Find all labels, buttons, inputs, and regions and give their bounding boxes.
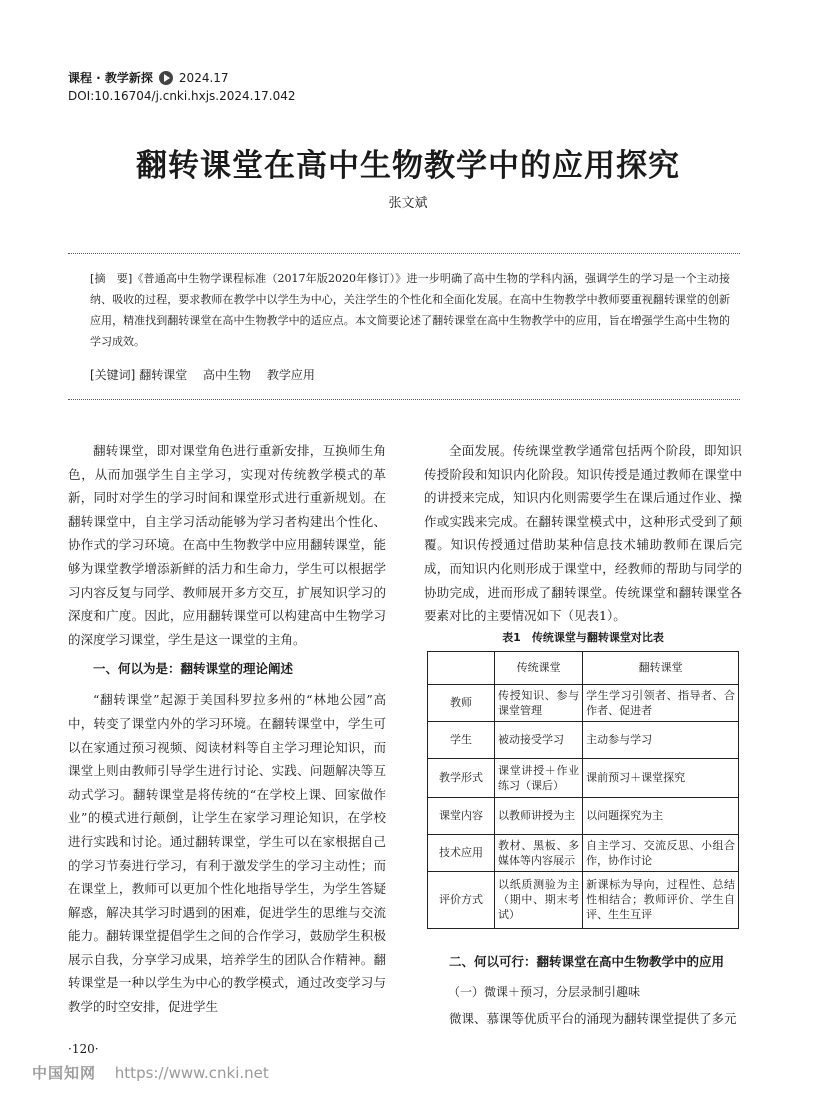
- abstract-label: [摘 要]: [90, 272, 133, 285]
- table-header-row: [428, 651, 739, 684]
- paragraph: “翻转课堂”起源于美国科罗拉多州的“林地公园”高中，转变了课堂内外的学习环境。在翻转课堂中，学生可以在家通过预习视频、阅读材料等自主学习理论知识，而课堂上则由教师引导学生进行讨论、实践、问题解决等互动式学习。翻转课堂是将传统的“在学校上课、回家做作业”的模式进行颠倒，让学生在家学习理论知识，在学校进行实践和讨论。通过翻转课堂，学生可以在家根据自己的学习节奏进行学习，有利于激发学生的学习主动性；而在课堂上，教师可以更加个性化地指导学生，为学生答疑解惑，解决其学习时遇到的困难，促进学生的思维与交流能力。翻转课堂提倡学生之间的合作学习，鼓励学生积极展示自我，分享学习成果，培养学生的团队合作精神。翻转课堂是一种以学生为中心的教学模式，通过改变学习与教学的时空安排，促进学生: [68, 692, 386, 1015]
- comparison-table: [427, 651, 739, 929]
- table-cell: 以问题探究为主: [583, 797, 739, 834]
- abstract-text: 《普通高中生物学课程标准（2017年版2020年修订）》进一步明确了高中生物的学科内涵，强调学生的学习是一个主动接纳、吸收的过程，要求教师在教学中以学生为中心，关注学生的个性化和全面化发展。在高中生物教学中教师要重视翻转课堂的创新应用，精准找到翻转课堂在高中生物教学中的适应点。本文简要论述了翻转课堂在高中生物教学中的应用，旨在增强学生高中生物的学习成效。: [90, 272, 730, 348]
- journal-header: [68, 70, 295, 104]
- table-row: [428, 871, 739, 928]
- keyword: 翻转课堂: [139, 368, 188, 382]
- journal-section: 课程 · 教学新探: [68, 71, 153, 85]
- author: 张文斌: [388, 196, 428, 211]
- table-cell: 教材、黑板、多媒体等内容展示: [495, 834, 583, 871]
- table-header-cell: 传统课堂: [495, 651, 583, 684]
- divider-top: [68, 253, 740, 254]
- footer-url[interactable]: https://www.cnki.net: [114, 1064, 269, 1082]
- table-caption: 表1 传统课堂与翻转课堂对比表: [502, 630, 664, 644]
- article-title: 翻转课堂在高中生物教学中的应用探究: [136, 148, 680, 184]
- table-cell: 主动参与学习: [583, 721, 739, 758]
- journal-issue: 2024.17: [178, 71, 229, 85]
- doi: DOI:10.16704/j.cnki.hxjs.2024.17.042: [68, 89, 296, 103]
- cnki-logo: 中国知网: [32, 1064, 97, 1082]
- table-row: [428, 834, 739, 871]
- paragraph: 翻转课堂，即对课堂角色进行重新安排，互换师生角色，从而加强学生自主学习，实现对传统教学模式的革新，同时对学生的学习时间和课堂形式进行重新规划。在翻转课堂中，自主学习活动能够为学习者构建出个性化、协作式的学习环境。在高中生物教学中应用翻转课堂，能够为课堂教学增添新鲜的活力和生命力，学生可以根据学习内容反复与同学、教师展开多方交互，扩展知识学习的深度和广度。因此，应用翻转课堂可以构建高中生物学习的深度学习课堂，学生是这一课堂的主角。: [68, 443, 386, 647]
- table-cell: 以教师讲授为主: [495, 797, 583, 834]
- table-row-header: 技术应用: [428, 834, 495, 871]
- abstract: [90, 268, 730, 352]
- table-cell: 课前预习＋课堂探究: [583, 758, 739, 797]
- table-row-header: 学生: [428, 721, 495, 758]
- table-row: [428, 758, 739, 797]
- keyword: 教学应用: [266, 368, 315, 382]
- table-cell: 学生学习引领者、指导者、合作者、促进者: [583, 684, 739, 721]
- table-cell: 自主学习、交流反思、小组合作，协作讨论: [583, 834, 739, 871]
- table-row-header: 教师: [428, 684, 495, 721]
- footer-watermark: [32, 1062, 269, 1083]
- subsection-heading: （一）微课＋预习，分层录制引趣味: [448, 984, 641, 999]
- table-header-cell: 翻转课堂: [583, 651, 739, 684]
- section-heading: 二、何以可行：翻转课堂在高中生物教学中的应用: [449, 953, 725, 969]
- table-cell: 被动接受学习: [495, 721, 583, 758]
- left-column: [68, 439, 386, 1019]
- table-cell: 传授知识、参与课堂管理: [495, 684, 583, 721]
- table-row: [428, 721, 739, 758]
- table-cell: 课堂讲授＋作业练习（课后）: [495, 758, 583, 797]
- play-icon: [159, 71, 173, 85]
- paragraph: 微课、慕课等优质平台的涌现为翻转课堂提供了多元: [449, 1010, 737, 1026]
- right-column: [424, 439, 742, 1030]
- table-cell: 以纸质测验为主（期中、期末考试）: [495, 871, 583, 928]
- keywords-label: [关键词]: [90, 368, 136, 382]
- table-row-header: 评价方式: [428, 871, 495, 928]
- table-row: [428, 797, 739, 834]
- paragraph: 全面发展。传统课堂教学通常包括两个阶段，即知识传授阶段和知识内化阶段。知识传授是通过教师在课堂中的讲授来完成，知识内化则需要学生在课后通过作业、操作或实践来完成。在翻转课堂模式中，这种形式受到了颠覆。知识传授通过借助某种信息技术辅助教师在课后完成，而知识内化则形成于课堂中，经教师的帮助与同学的协助完成，进而形成了翻转课堂。传统课堂和翻转课堂各要素对比的主要情况如下（见表1）。: [424, 443, 742, 624]
- divider-bottom: [68, 399, 740, 400]
- section-heading: 一、何以为是：翻转课堂的理论阐述: [93, 661, 294, 677]
- table-cell: 新课标为导向，过程性、总结性相结合；教师评价、学生自评、生生互评: [583, 871, 739, 928]
- table-row-header: 教学形式: [428, 758, 495, 797]
- keywords: [90, 366, 327, 383]
- keyword: 高中生物: [203, 368, 252, 382]
- table-header-cell: [428, 651, 495, 684]
- table-row: [428, 684, 739, 721]
- page-number: ·120·: [68, 1042, 99, 1056]
- table-row-header: 课堂内容: [428, 797, 495, 834]
